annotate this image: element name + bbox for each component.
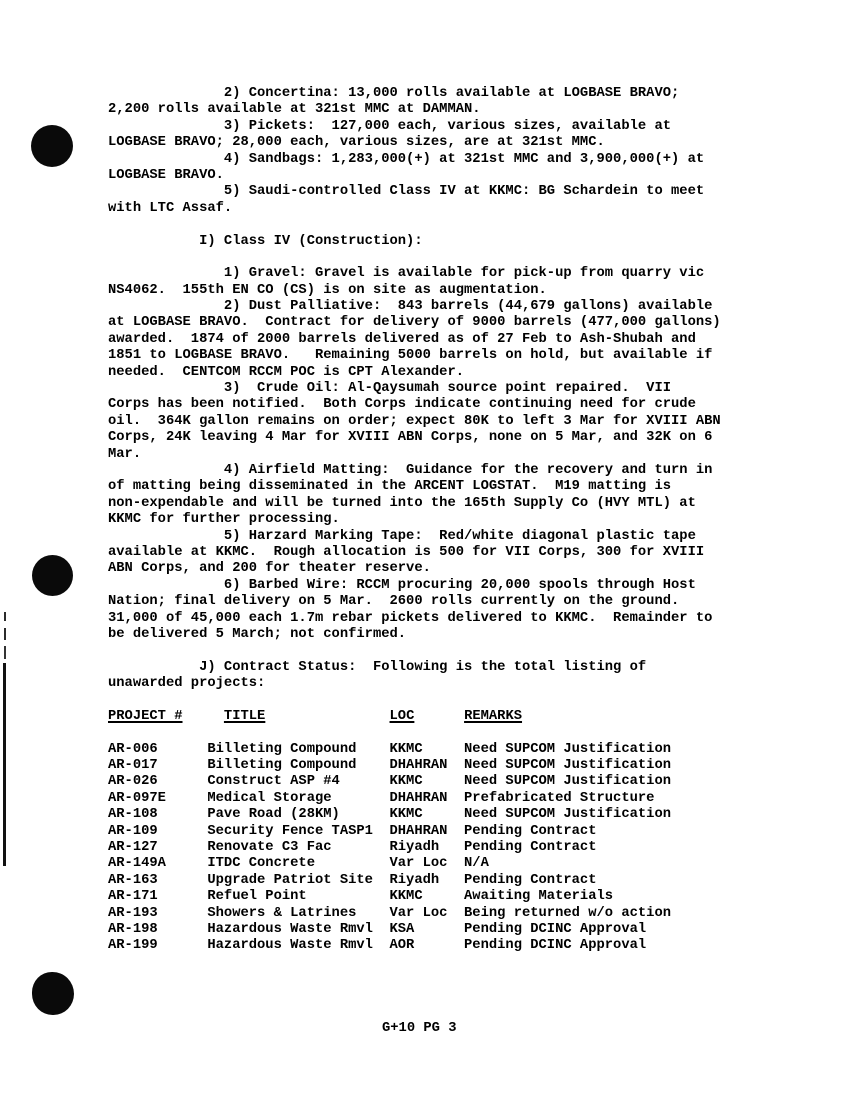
text-line: 2,200 rolls available at 321st MMC at DAMMAN.	[108, 102, 481, 118]
text-line: LOGBASE BRAVO; 28,000 each, various sizes, are at 321st MMC.	[108, 135, 605, 151]
table-row: AR-171 Refuel Point KKMC Awaiting Materials	[108, 889, 614, 905]
table-header-label: PROJECT #	[108, 708, 183, 724]
text-line: 2) Concertina: 13,000 rolls available at LOGBASE BRAVO;	[108, 86, 680, 101]
text-line: needed. CENTCOM RCCM POC is CPT Alexander.	[108, 364, 465, 380]
blank-line	[108, 725, 721, 741]
text-line: 3) Crude Oil: Al-Qaysumah source point repaired. VII	[108, 381, 672, 397]
text-line: at LOGBASE BRAVO. Contract for delivery of 9000 barrels (477,000 gallons)	[108, 315, 721, 331]
text-line: Corps has been notified. Both Corps indicate continuing need for crude	[108, 397, 696, 413]
hole-punch-mark-top	[31, 125, 73, 167]
text-line: Nation; final delivery on 5 Mar. 2600 rolls currently on the ground.	[108, 594, 680, 610]
text-line: 5) Saudi-controlled Class IV at KKMC: BG Schardein to meet	[108, 184, 705, 200]
table-header-label: REMARKS	[464, 708, 523, 724]
text-line: ABN Corps, and 200 for theater reserve.	[108, 561, 431, 577]
scan-edge-artifact	[4, 628, 6, 640]
page-footer: G+10 PG 3	[382, 1021, 457, 1036]
section-heading: unawarded projects:	[108, 676, 266, 692]
section-heading: I) Class IV (Construction):	[108, 233, 423, 249]
blank-line	[108, 692, 721, 708]
text-line: 31,000 of 45,000 each 1.7m rebar pickets delivered to KKMC. Remainder to	[108, 610, 713, 626]
table-row: AR-026 Construct ASP #4 KKMC Need SUPCOM Justification	[108, 774, 672, 790]
text-line: 4) Sandbags: 1,283,000(+) at 321st MMC and 3,900,000(+) at	[108, 151, 705, 167]
text-line: 1) Gravel: Gravel is available for pick-up from quarry vic	[108, 266, 705, 282]
document-text	[108, 86, 721, 955]
scan-edge-artifact	[4, 646, 6, 659]
text-line: 6) Barbed Wire: RCCM procuring 20,000 spools through Host	[108, 577, 696, 593]
table-header-row	[108, 709, 721, 725]
text-line: Mar.	[108, 446, 142, 462]
text-line: oil. 364K gallon remains on order; expect 80K to left 3 Mar for XVIII ABN	[108, 413, 721, 429]
section-heading: J) Contract Status: Following is the total listing of	[108, 659, 647, 675]
text-line: awarded. 1874 of 2000 barrels delivered as of 27 Feb to Ash-Shubah and	[108, 331, 696, 347]
text-line: 4) Airfield Matting: Guidance for the recovery and turn in	[108, 462, 713, 478]
scan-edge-artifact	[3, 663, 6, 866]
table-row: AR-193 Showers & Latrines Var Loc Being returned w/o action	[108, 905, 672, 921]
text-line: 1851 to LOGBASE BRAVO. Remaining 5000 barrels on hold, but available if	[108, 348, 713, 364]
table-row: AR-006 Billeting Compound KKMC Need SUPCOM Justification	[108, 741, 672, 757]
hole-punch-mark-bottom	[32, 972, 74, 1015]
text-line: KKMC for further processing.	[108, 512, 340, 528]
table-header-label: LOC	[389, 708, 415, 724]
text-line: 3) Pickets: 127,000 each, various sizes, available at	[108, 118, 672, 134]
table-row: AR-097E Medical Storage DHAHRAN Prefabricated Structure	[108, 790, 655, 806]
scan-edge-artifact	[4, 612, 6, 621]
text-line: Corps, 24K leaving 4 Mar for XVIII ABN Corps, none on 5 Mar, and 32K on 6	[108, 430, 713, 446]
text-line: NS4062. 155th EN CO (CS) is on site as augmentation.	[108, 282, 547, 298]
table-row: AR-127 Renovate C3 Fac Riyadh Pending Contract	[108, 839, 597, 855]
blank-line	[108, 643, 721, 659]
table-row: AR-017 Billeting Compound DHAHRAN Need SUPCOM Justification	[108, 758, 672, 774]
table-row: AR-199 Hazardous Waste Rmvl AOR Pending DCINC Approval	[108, 938, 647, 954]
text-line: with LTC Assaf.	[108, 200, 233, 216]
text-line: of matting being disseminated in the ARCENT LOGSTAT. M19 matting is	[108, 479, 672, 495]
text-line: non-expendable and will be turned into the 165th Supply Co (HVY MTL) at	[108, 495, 696, 511]
table-row: AR-108 Pave Road (28KM) KKMC Need SUPCOM Justification	[108, 807, 672, 823]
text-line: LOGBASE BRAVO.	[108, 167, 224, 183]
table-row: AR-163 Upgrade Patriot Site Riyadh Pending Contract	[108, 872, 597, 888]
table-row: AR-149A ITDC Concrete Var Loc N/A	[108, 856, 489, 872]
text-line: 2) Dust Palliative: 843 barrels (44,679 gallons) available	[108, 299, 713, 315]
blank-line	[108, 217, 721, 233]
blank-line	[108, 250, 721, 266]
table-row: AR-198 Hazardous Waste Rmvl KSA Pending DCINC Approval	[108, 921, 647, 937]
text-line: 5) Harzard Marking Tape: Red/white diagonal plastic tape	[108, 528, 696, 544]
text-line: be delivered 5 March; not confirmed.	[108, 626, 407, 642]
text-line: available at KKMC. Rough allocation is 500 for VII Corps, 300 for XVIII	[108, 544, 705, 560]
table-header-label: TITLE	[223, 708, 266, 724]
table-row: AR-109 Security Fence TASP1 DHAHRAN Pending Contract	[108, 823, 597, 839]
hole-punch-mark-middle	[32, 555, 73, 596]
